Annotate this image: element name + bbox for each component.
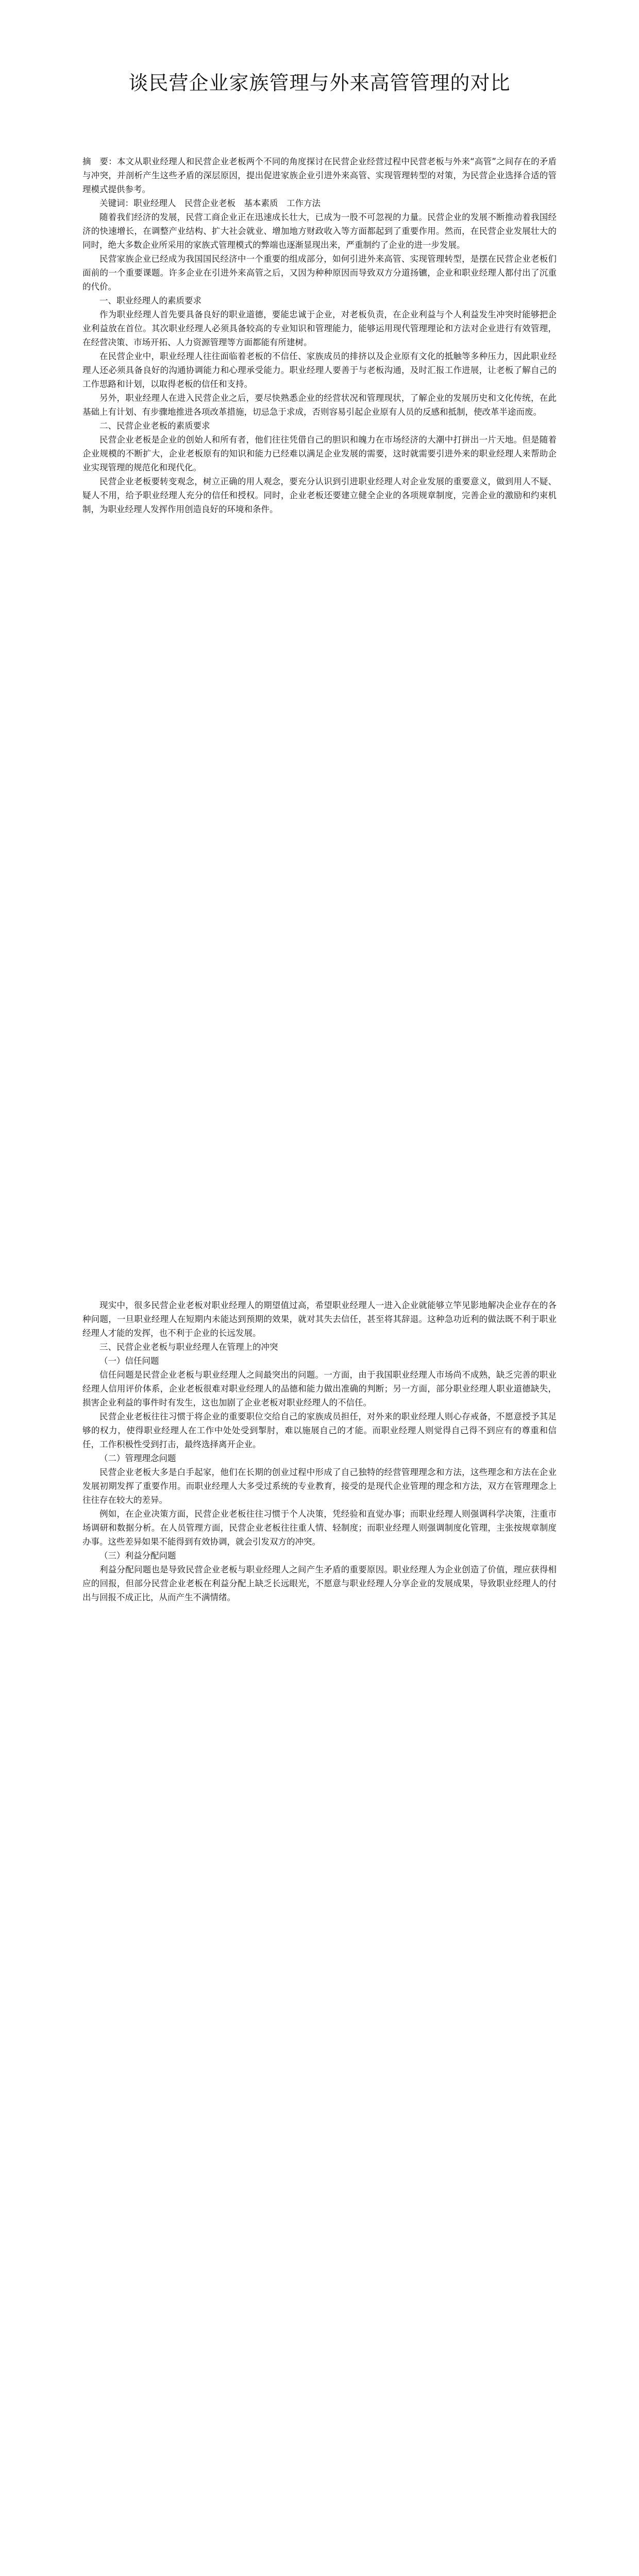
abstract-label: 摘 要： (82, 157, 117, 166)
keywords-text: 职业经理人 民营企业老板 基本素质 工作方法 (133, 198, 321, 208)
subsection-heading: （一）信任问题 (99, 1356, 159, 1366)
paragraph: 民营企业老板往往习惯于将企业的重要职位交给自己的家族成员担任，对外来的职业经理人则心存戒备，不愿意授予其足够的权力，使得职业经理人在工作中处处受到掣肘，难以施展自己的才能。而职业经理人则觉得自己得不到应有的尊重和信任，工作积极性受到打击，最终选择离开企业。 (82, 1412, 557, 1449)
paragraph: 作为职业经理人首先要具备良好的职业道德，要能忠诚于企业，对老板负责，在企业利益与个人利益发生冲突时能够把企业利益放在首位。其次职业经理人必须具备较高的专业知识和管理能力，能够运用现代管理理论和方法对企业进行有效管理，在经营决策、市场开拓、人力资源管理等方面都能有所建树。 (82, 310, 557, 347)
paragraph: 民营企业老板是企业的创始人和所有者，他们往往凭借自己的胆识和魄力在市场经济的大潮中打拼出一片天地。但是随着企业规模的不断扩大，企业老板原有的知识和能力已经难以满足企业发展的需要，这时就需要引进外来的职业经理人来帮助企业实现管理的规范化和现代化。 (82, 435, 557, 472)
subsection-heading: （三）利益分配问题 (99, 1551, 176, 1561)
paper-title: 谈民营企业家族管理与外来高管管理的对比 (128, 72, 511, 94)
keywords-label: 关键词： (99, 198, 133, 208)
section-heading: 三、民营企业老板与职业经理人在管理上的冲突 (99, 1342, 278, 1352)
paragraph: 民营家族企业已经成为我国国民经济中一个重要的组成部分，如何引进外来高管、实现管理转型，是摆在民营企业老板们面前的一个重要课题。许多企业在引进外来高管之后，又因为种种原因而导致双方分道扬镳，企业和职业经理人都付出了沉重的代价。 (82, 254, 557, 292)
paragraph: 随着我们经济的发展，民营工商企业正在迅速成长壮大，已成为一股不可忽视的力量。民营企业的发展不断推动着我国经济的快速增长，在调整产业结构、扩大社会就业、增加地方财政收入等方面都起到了重要作用。然而，在民营企业发展壮大的同时，绝大多数企业所采用的家族式管理模式的弊端也逐渐显现出来，严重制约了企业的进一步发展。 (82, 212, 557, 250)
paragraph: 例如，在企业决策方面，民营企业老板往往习惯于个人决策，凭经验和直觉办事；而职业经理人则强调科学决策，注重市场调研和数据分析。在人员管理方面，民营企业老板往往重人情、轻制度；而职业经理人则强调制度化管理，主张按规章制度办事。这些差异如果不能得到有效协调，就会引发双方的冲突。 (82, 1509, 557, 1547)
text-block-conflicts (82, 1298, 557, 1604)
abstract-text: 本文从职业经理人和民营企业老板两个不同的角度探讨在民营企业经营过程中民营老板与外来“高管”之间存在的矛盾与冲突，并剖析产生这些矛盾的深层原因，提出促进家族企业引进外来高管、实现管理转型的对策，为民营企业选择合适的管理模式提供参考。 (82, 157, 557, 194)
paragraph: 现实中，很多民营企业老板对职业经理人的期望值过高，希望职业经理人一进入企业就能够立竿见影地解决企业存在的各种问题，一旦职业经理人在短期内未能达到预期的效果，就对其失去信任，甚至将其辞退。这种急功近利的做法既不利于职业经理人才能的发挥，也不利于企业的长远发展。 (82, 1300, 557, 1338)
paragraph: 民营企业老板大多是白手起家，他们在长期的创业过程中形成了自己独特的经营管理理念和方法，这些理念和方法在企业发展初期发挥了重要作用。而职业经理人大多受过系统的专业教育，接受的是现代企业管理的理念和方法，双方在管理理念上往往存在较大的差异。 (82, 1467, 557, 1505)
subsection-heading: （二）管理理念问题 (99, 1453, 176, 1463)
abstract (82, 155, 557, 196)
text-block-intro (82, 155, 557, 516)
paragraph: 民营企业老板要转变观念，树立正确的用人观念，要充分认识到引进职业经理人对企业发展的重要意义，做到用人不疑、疑人不用，给予职业经理人充分的信任和授权。同时，企业老板还要建立健全企业的各项规章制度，完善企业的激励和约束机制，为职业经理人发挥作用创造良好的环境和条件。 (82, 477, 557, 514)
paragraph: 利益分配问题也是导致民营企业老板与职业经理人之间产生矛盾的重要原因。职业经理人为企业创造了价值，理应获得相应的回报，但部分民营企业老板在利益分配上缺乏长远眼光，不愿意与职业经理人分享企业的发展成果，导致职业经理人的付出与回报不成正比，从而产生不满情绪。 (82, 1565, 557, 1602)
paragraph: 信任问题是民营企业老板与职业经理人之间最突出的问题。一方面，由于我国职业经理人市场尚不成熟，缺乏完善的职业经理人信用评价体系，企业老板很难对职业经理人的品德和能力做出准确的判断；另一方面，部分职业经理人职业道德缺失，损害企业利益的事件时有发生，这也加剧了企业老板对职业经理人的不信任。 (82, 1370, 557, 1408)
keywords (82, 196, 557, 210)
paragraph: 在民营企业中，职业经理人往往面临着老板的不信任、家族成员的排挤以及企业原有文化的抵触等多种压力，因此职业经理人还必须具备良好的沟通协调能力和心理承受能力。职业经理人要善于与老板沟通，及时汇报工作进展，让老板了解自己的工作思路和计划，以取得老板的信任和支持。 (82, 351, 557, 389)
paragraph: 另外，职业经理人在进入民营企业之后，要尽快熟悉企业的经营状况和管理现状，了解企业的发展历史和文化传统，在此基础上有计划、有步骤地推进各项改革措施，切忌急于求成，否则容易引起企业原有人员的反感和抵制，使改革半途而废。 (82, 393, 557, 417)
section-heading: 二、民营企业老板的素质要求 (99, 421, 210, 431)
section-heading: 一、职业经理人的素质要求 (99, 296, 201, 306)
